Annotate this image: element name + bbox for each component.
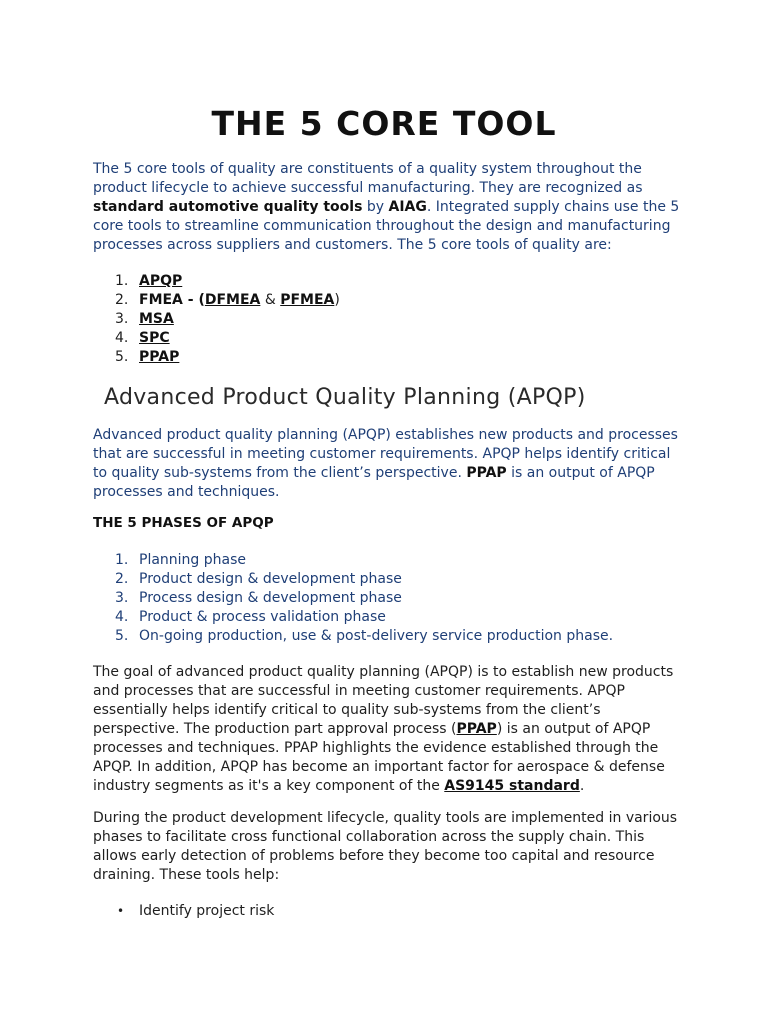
fmea-separator: & [260,292,281,308]
list-item [93,627,683,646]
list-item [93,310,683,329]
bullet-icon: • [117,904,125,918]
ppap-link[interactable]: PPAP [139,349,180,365]
apqp-text-2: is an output of APQP processes and techniques. [93,465,655,500]
list-number: 5. [115,349,129,365]
phase-label: Planning phase [139,552,247,568]
dfmea-link[interactable]: DFMEA [204,292,261,308]
apqp-heading: Advanced Product Quality Planning (APQP) [104,385,586,410]
ppap-inline-link[interactable]: PPAP [456,721,497,737]
phases-list [93,551,683,646]
msa-link[interactable]: MSA [139,311,174,327]
list-number: 1. [115,552,129,568]
intro-bold-standard-tools: standard automotive quality tools [93,199,363,215]
intro-bold-aiag: AIAG [388,199,427,215]
page-title: THE 5 CORE TOOL [211,104,557,143]
list-number: 2. [115,571,129,587]
phases-heading-block [93,515,683,531]
phase-label: Process design & development phase [139,590,402,606]
apqp-paragraph [93,426,683,502]
development-text: During the product development lifecycle, quality tools are implemented in various phases to facilitate cross functional collaboration across the supply chain. This allows early detection of problems before they become too capital and resource draining. These tools help: [93,810,678,883]
intro-text-3: . Integrated supply chains use the 5 core tools to streamline communication throughout the design and manufacturing processes across suppliers and customers. The 5 core tools of quality are: [93,199,680,253]
phase-label: Product & process validation phase [139,609,386,625]
bullet-list [93,902,683,921]
list-number: 4. [115,609,129,625]
list-item [93,589,683,608]
core-tools-list [93,272,683,367]
goal-paragraph [93,663,683,796]
list-number: 2. [115,292,129,308]
apqp-text-1: Advanced product quality planning (APQP) establishes new products and processes that are successful in meeting customer requirements. APQP helps identify critical to quality sub-systems from the client’s perspective. [93,427,678,481]
fmea-label: FMEA - ( [139,292,205,308]
phase-label: On-going production, use & post-delivery service production phase. [139,628,614,644]
list-number: 3. [115,590,129,606]
spc-link[interactable]: SPC [139,330,170,346]
pfmea-link[interactable]: PFMEA [280,292,335,308]
development-paragraph [93,809,683,885]
list-item [93,551,683,570]
apqp-link[interactable]: APQP [139,273,183,289]
list-item [93,272,683,291]
apqp-bold-ppap: PPAP [466,465,507,481]
list-item [93,570,683,589]
list-number: 4. [115,330,129,346]
intro-paragraph [93,160,683,255]
list-item [93,329,683,348]
list-number: 1. [115,273,129,289]
goal-text-2: ) is an output of APQP processes and techniques. PPAP highlights the evidence established through the APQP. In addition, APQP has become an important factor for aerospace & defense industry segments as it's a key component of the [93,721,665,794]
list-item [93,608,683,627]
fmea-suffix: ) [334,292,340,308]
bullet-label: Identify project risk [139,903,275,919]
list-number: 5. [115,628,129,644]
list-number: 3. [115,311,129,327]
phases-heading: THE 5 PHASES OF APQP [93,515,274,531]
list-item [93,291,683,310]
goal-text-3: . [579,778,585,794]
intro-text-1: The 5 core tools of quality are constituents of a quality system throughout the product lifecycle to achieve successful manufacturing. They are recognized as [93,161,643,196]
phase-label: Product design & development phase [139,571,402,587]
goal-text-1: The goal of advanced product quality planning (APQP) is to establish new products and processes that are successful in meeting customer requirements. APQP essentially helps identify critical to quality sub-systems from the client’s perspective. The production part approval process ( [93,664,674,737]
list-item [93,348,683,367]
intro-text-2: by [362,199,389,215]
as9145-link[interactable]: AS9145 standard [444,778,580,794]
list-item [93,902,683,921]
